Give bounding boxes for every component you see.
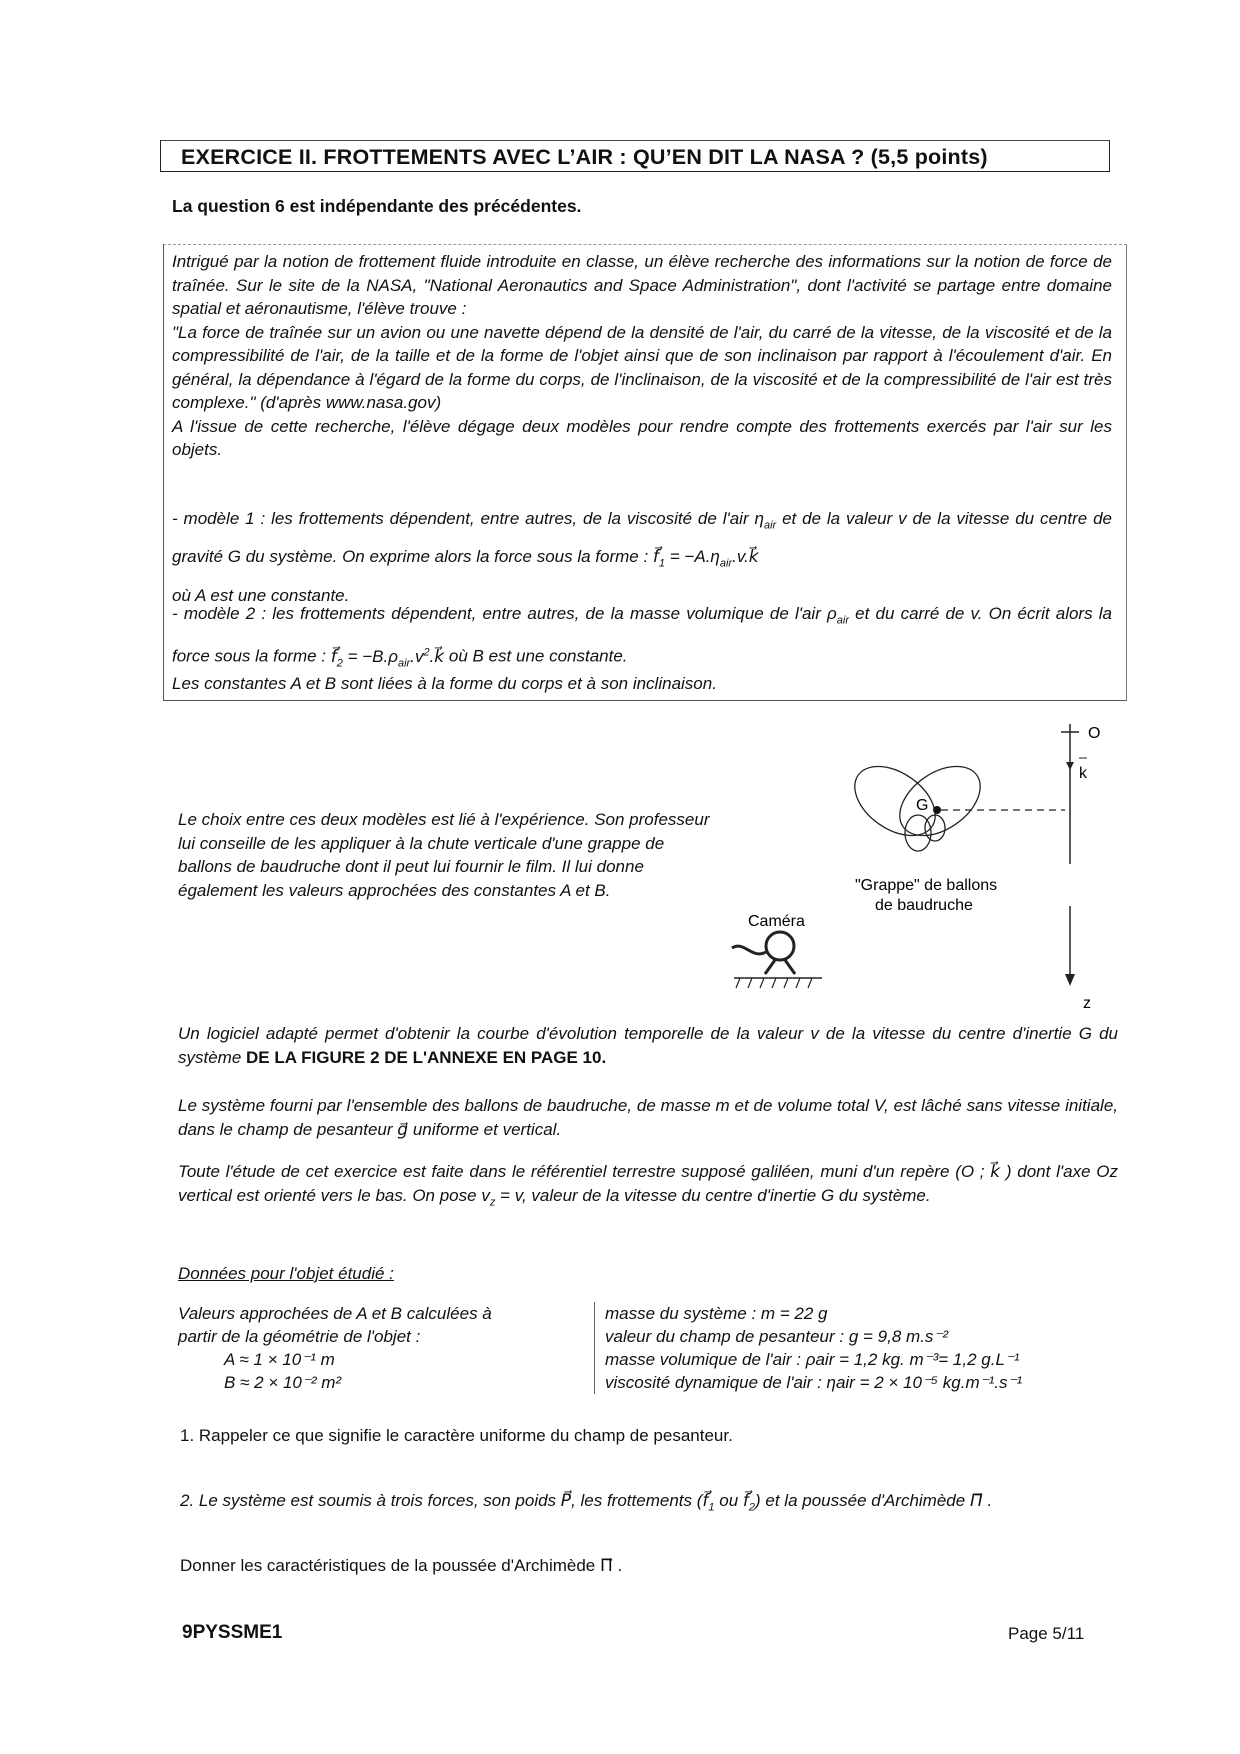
model-1: - modèle 1 : les frottements dépendent, entre autres, de la viscosité de l'air $\eta_{air}$ et de la valeur v de la vitesse du centre de gravité G du système. On exprime alors la force sous la forme : $f⃗_1$ = $-A.\eta_{air}.v.k⃗$ où A est une constante. <box>172 509 1112 605</box>
g-label: G <box>916 797 929 814</box>
question-2-task: Donner les caractéristiques de la poussée d'Archimède Π⃗ . <box>180 1556 623 1575</box>
origin-label: O <box>1088 725 1101 742</box>
mass-value: masse du système : m = 22 g <box>605 1304 828 1323</box>
camera-label: Caméra <box>748 913 805 930</box>
constant-b: B ≈ 2 × 10⁻² m² <box>224 1373 342 1392</box>
z-arrowhead <box>1065 974 1075 986</box>
z-label: z <box>1083 995 1091 1012</box>
constants-note: Les constantes A et B sont liées à la forme du corps et à son inclinaison. <box>172 674 717 693</box>
independence-note: La question 6 est indépendante des précédentes. <box>172 196 582 216</box>
balloons-label-2: de baudruche <box>875 897 973 914</box>
air-viscosity-value: viscosité dynamique de l'air : ηair = 2 × 10⁻⁵ kg.m⁻¹.s⁻¹ <box>605 1373 1023 1392</box>
footer-page: Page 5/11 <box>1008 1624 1085 1643</box>
footer-code: 9PYSSME1 <box>182 1622 283 1643</box>
camera-icon <box>732 932 822 988</box>
data-left-column: Valeurs approchées de A et B calculées à partir de la géométrie de l'objet : A ≈ 1 × 10⁻¹ m B ≈ 2 × 10⁻² m² <box>178 1302 578 1394</box>
box-paragraph-1: Intrigué par la notion de frottement fluide introduite en classe, un élève recherche des informations sur la notion de force de traînée. Sur le site de la NASA, "National Aeronautics and Space Administration", dont l'activité se partage entre domaine spatial et aéronautisme, l'élève trouve : "La force de traînée sur un avion ou une navette dépend de la densité de l'air, du carré de la vitesse, de la viscosité et de la compressibilité de l'air, de la taille et de la forme de l'objet ainsi que de son inclinaison par rapport à l'écoulement d'air. En général, la dépendance à l'égard de la forme du corps, de l'inclinaison, de la viscosité et de la compressibilité de l'air est très complexe." (d'après www.nasa.gov) A l'issue de cette recherche, l'élève dégage deux modèles pour rendre compte des frottements exercés par l'air sur les objets. <box>172 252 1112 459</box>
gravity-value: valeur du champ de pesanteur : g = 9,8 m.s⁻² <box>605 1327 949 1346</box>
center-of-mass-dot <box>933 806 941 814</box>
side-paragraph: Le choix entre ces deux modèles est lié à l'expérience. Son professeur lui conseille de les appliquer à la chute verticale d'une grappe de ballons de baudruche dont il peut lui fournir le film. Il lui donne également les valeurs approchées des constantes A et B. <box>178 810 710 900</box>
data-title: Données pour l'objet étudié : <box>178 1264 394 1283</box>
balloons-label-1: "Grappe" de ballons <box>855 877 998 894</box>
constant-a: A ≈ 1 × 10⁻¹ m <box>224 1350 335 1369</box>
paragraph-frame: Toute l'étude de cet exercice est faite dans le référentiel terrestre supposé galiléen, muni d'un repère (O ; k⃗ ) dont l'axe Oz vertical est orienté vers le bas. On pose $v_z = v$, valeur de la vitesse du centre d'inertie G du système. <box>178 1162 1118 1209</box>
model-2: - modèle 2 : les frottements dépendent, entre autres, de la masse volumique de l'air $\rho_{air}$ et du carré de v. On écrit alors la force sous la forme : $f⃗_2$ = $-B.\rho_{air}.v^2.k⃗$ où B est une constante. <box>172 604 1112 670</box>
air-density-value: masse volumique de l'air : ρair = 1,2 kg. m⁻³= 1,2 g.L⁻¹ <box>605 1350 1020 1369</box>
exercise-title: EXERCICE II. FROTTEMENTS AVEC L’AIR : QU’EN DIT LA NASA ? (5,5 points) <box>160 140 1110 172</box>
question-1: 1. Rappeler ce que signifie le caractère uniforme du champ de pesanteur. <box>180 1426 733 1445</box>
k-label: k <box>1079 765 1087 782</box>
paragraph-system: Le système fourni par l'ensemble des ballons de baudruche, de masse m et de volume total V, est lâché sans vitesse initiale, dans le champ de pesanteur g⃗ uniforme et vertical. <box>178 1096 1118 1139</box>
question-2: 2. Le système est soumis à trois forces, son poids P⃗, les frottements ($f⃗_1$ ou $f⃗_2$) et la poussée d'Archimède Π⃗ . <box>180 1491 993 1514</box>
data-right-column <box>594 1302 1134 1394</box>
k-arrowhead <box>1066 762 1074 770</box>
experiment-figure <box>720 716 1120 1016</box>
paragraph-software: Un logiciel adapté permet d'obtenir la courbe d'évolution temporelle de la valeur v de la vitesse du centre d'inertie G du système DE LA FIGURE 2 DE L'ANNEXE EN PAGE 10. <box>178 1024 1118 1067</box>
